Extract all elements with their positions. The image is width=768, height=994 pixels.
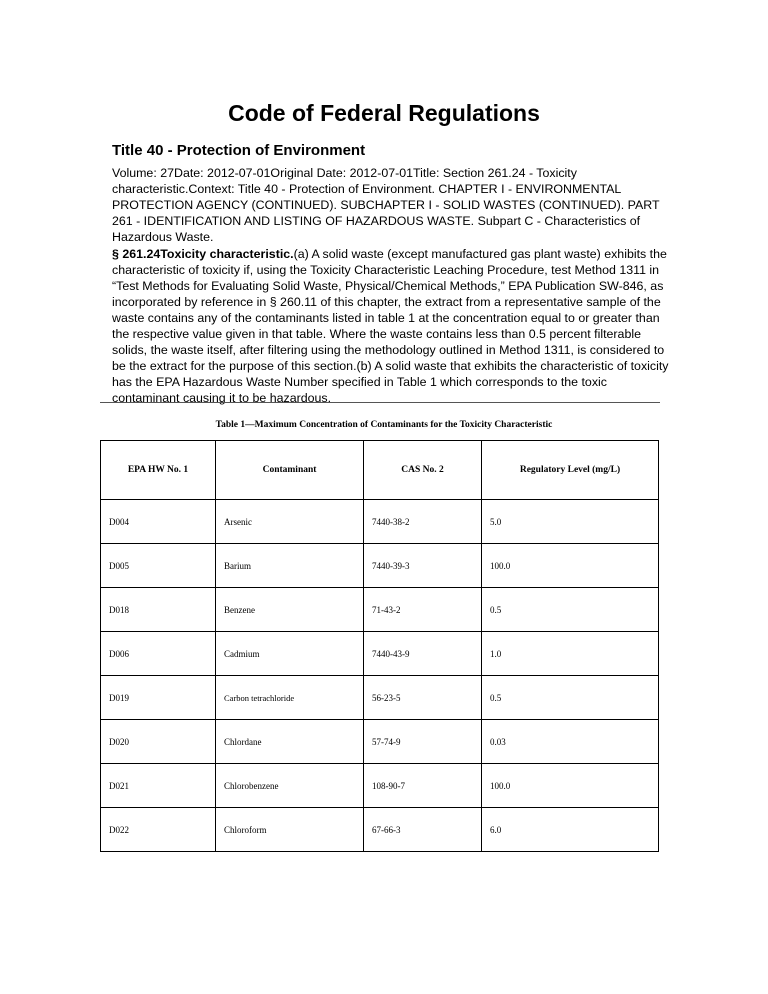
cell-regulatory-level: 100.0 bbox=[482, 764, 659, 808]
cell-regulatory-level: 1.0 bbox=[482, 632, 659, 676]
cell-cas-no: 7440-38-2 bbox=[364, 500, 482, 544]
table-row bbox=[101, 544, 659, 588]
header-epa-hw-no: EPA HW No. 1 bbox=[101, 441, 216, 500]
cell-cas-no: 7440-43-9 bbox=[364, 632, 482, 676]
table-row bbox=[101, 764, 659, 808]
cell-cas-no: 67-66-3 bbox=[364, 808, 482, 852]
header-cas-no: CAS No. 2 bbox=[364, 441, 482, 500]
cell-contaminant: Carbon tetrachloride bbox=[216, 676, 364, 720]
header-regulatory-level: Regulatory Level (mg/L) bbox=[482, 441, 659, 500]
table-row bbox=[101, 588, 659, 632]
cell-epa-hw-no: D020 bbox=[101, 720, 216, 764]
cell-contaminant: Chloroform bbox=[216, 808, 364, 852]
cell-regulatory-level: 6.0 bbox=[482, 808, 659, 852]
table-row bbox=[101, 676, 659, 720]
table-header-row bbox=[101, 441, 659, 500]
cell-contaminant: Cadmium bbox=[216, 632, 364, 676]
cell-epa-hw-no: D006 bbox=[101, 632, 216, 676]
cell-epa-hw-no: D018 bbox=[101, 588, 216, 632]
document-metadata: Volume: 27Date: 2012-07-01Original Date: 2012-07-01Title: Section 261.24 - Toxicity characteristic.Context: Title 40 - Protection of Environment. CHAPTER I - ENVIRONMENTAL PROTECTION AGENCY (CONTINUED). SUBCHAPTER I - SOLID WASTES (CONTINUED). PART 261 - IDENTIFICATION AND LISTING OF HAZARDOUS WASTE. Subpart C - Characteristics of Hazardous Waste. bbox=[112, 166, 660, 244]
table-row bbox=[101, 808, 659, 852]
cell-contaminant: Benzene bbox=[216, 588, 364, 632]
cell-epa-hw-no: D004 bbox=[101, 500, 216, 544]
table-row bbox=[101, 720, 659, 764]
cell-epa-hw-no: D021 bbox=[101, 764, 216, 808]
cell-regulatory-level: 0.03 bbox=[482, 720, 659, 764]
table-row bbox=[101, 500, 659, 544]
section-label: § 261.24Toxicity characteristic. bbox=[112, 247, 294, 261]
cell-epa-hw-no: D022 bbox=[101, 808, 216, 852]
section-heading: Title 40 - Protection of Environment bbox=[112, 142, 366, 159]
cell-cas-no: 7440-39-3 bbox=[364, 544, 482, 588]
table-row bbox=[101, 632, 659, 676]
document-title: Code of Federal Regulations bbox=[228, 100, 540, 126]
cell-regulatory-level: 5.0 bbox=[482, 500, 659, 544]
contaminant-table bbox=[100, 440, 659, 852]
table-caption: Table 1—Maximum Concentration of Contaminants for the Toxicity Characteristic bbox=[215, 420, 553, 430]
section-text: (a) A solid waste (except manufactured gas plant waste) exhibits the characteristic of toxicity if, using the Toxicity Characteristic Leaching Procedure, test Method 1311 in “Test Methods for Evaluating Solid Waste, Physical/Chemical Methods,” EPA Publication SW-846, as incorporated by reference in § 260.11 of this chapter, the extract from a representative sample of the waste contains any of the contaminants listed in table 1 at the concentration equal to or greater than the respective value given in that table. Where the waste contains less than 0.5 percent filterable solids, the waste itself, after filtering using the methodology outlined in Method 1311, is considered to be the extract for the purpose of this section.(b) A solid waste that exhibits the characteristic of toxicity has the EPA Hazardous Waste Number specified in Table 1 which corresponds to the toxic contaminant causing it to be hazardous. bbox=[112, 247, 669, 405]
cell-regulatory-level: 0.5 bbox=[482, 676, 659, 720]
cell-contaminant: Chlordane bbox=[216, 720, 364, 764]
cell-cas-no: 56-23-5 bbox=[364, 676, 482, 720]
cell-cas-no: 57-74-9 bbox=[364, 720, 482, 764]
cell-contaminant: Arsenic bbox=[216, 500, 364, 544]
cell-contaminant: Chlorobenzene bbox=[216, 764, 364, 808]
cell-cas-no: 71-43-2 bbox=[364, 588, 482, 632]
cell-cas-no: 108-90-7 bbox=[364, 764, 482, 808]
cell-epa-hw-no: D019 bbox=[101, 676, 216, 720]
header-contaminant: Contaminant bbox=[216, 441, 364, 500]
cell-contaminant: Barium bbox=[216, 544, 364, 588]
section-body bbox=[112, 246, 672, 406]
cell-regulatory-level: 0.5 bbox=[482, 588, 659, 632]
cell-regulatory-level: 100.0 bbox=[482, 544, 659, 588]
cell-epa-hw-no: D005 bbox=[101, 544, 216, 588]
divider bbox=[100, 402, 660, 403]
